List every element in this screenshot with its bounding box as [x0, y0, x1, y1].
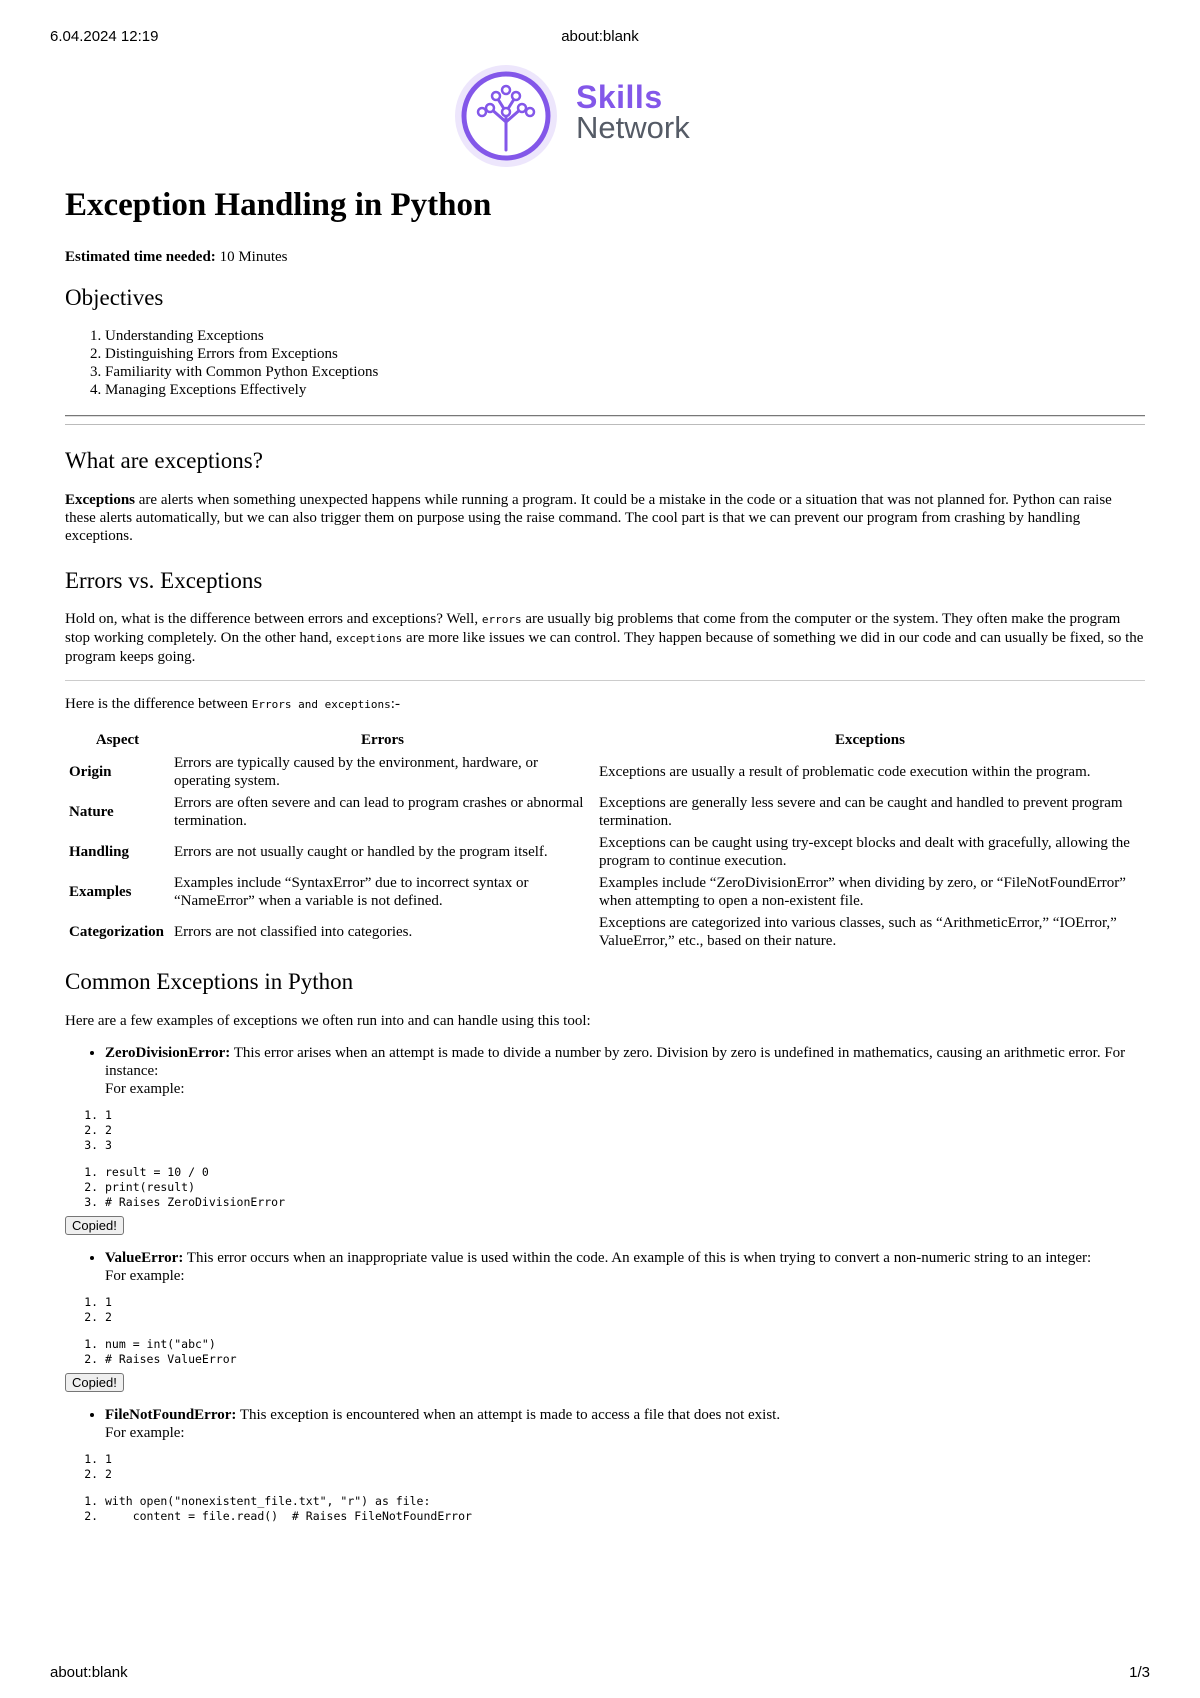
table-cell-errors: Examples include “SyntaxError” due to incorrect syntax or “NameError” when a variable is not defined.	[174, 875, 529, 910]
errors-vs-text-1: Hold on, what is the difference between errors and exceptions? Well,	[65, 611, 482, 628]
objectives-heading: Objectives	[65, 284, 164, 310]
errors-vs-text-3: are more like issues we can control. They happen because of something we did in our code and can usually be fixed, so the program keeps going.	[65, 630, 1144, 666]
what-text: are alerts when something unexpected happens while running a program. It could be a mistake in the code or a situation that was not planned for. Python can raise these alerts automatically, but we can also trigger them on purpose using the raise command. The cool part is that we can prevent our program from crashing by handling exceptions.	[65, 491, 1112, 544]
table-cell-aspect: Categorization	[69, 924, 164, 941]
page-title: Exception Handling in Python	[65, 187, 492, 223]
table-row	[65, 832, 1145, 872]
thin-divider	[65, 680, 1145, 681]
difference-intro-text: Here is the difference between	[65, 696, 252, 713]
table-row	[65, 752, 1145, 792]
table-cell-errors: Errors are often severe and can lead to program crashes or abnormal termination.	[174, 795, 584, 830]
code-line: 1. 1	[105, 1452, 1145, 1467]
code-block	[65, 1337, 1145, 1367]
objective-item: 3. Familiarity with Common Python Exceptions	[105, 363, 1145, 381]
code-line: 1. 1	[105, 1108, 1145, 1123]
exception-list	[65, 1044, 1145, 1098]
for-example-label: For example:	[105, 1267, 185, 1284]
table-cell-exceptions: Exceptions can be caught using try-except blocks and dealt with gracefully, allowing the program to continue execution.	[599, 835, 1130, 870]
common-exceptions-heading: Common Exceptions in Python	[65, 969, 354, 995]
for-example-label: For example:	[105, 1424, 185, 1441]
code-block	[65, 1165, 1145, 1210]
code-line: 2. # Raises ValueError	[105, 1352, 1145, 1367]
code-line-numbers	[65, 1295, 1145, 1325]
errors-vs-exceptions-table	[65, 728, 1145, 952]
difference-intro-code: Errors and exceptions	[251, 698, 391, 712]
table-row	[65, 872, 1145, 912]
objectives-list	[65, 327, 1145, 399]
exception-name: ValueError:	[105, 1249, 184, 1266]
code-line: 2. 2	[105, 1123, 1145, 1138]
table-header-row	[65, 728, 1145, 752]
table-cell-exceptions: Exceptions are usually a result of problematic code execution within the program.	[599, 764, 1091, 781]
table-cell-aspect: Handling	[69, 844, 130, 861]
what-paragraph	[65, 491, 1145, 545]
skills-network-logo	[452, 62, 712, 172]
table-cell-aspect: Examples	[69, 884, 132, 901]
exception-name: FileNotFoundError:	[105, 1406, 237, 1423]
code-line-numbers	[65, 1108, 1145, 1153]
estimated-time-value: 10 Minutes	[219, 248, 288, 265]
print-page-number: 1/3	[1129, 1664, 1150, 1681]
for-example-label: For example:	[105, 1080, 185, 1097]
code-line: 1. result = 10 / 0	[105, 1165, 1145, 1180]
exception-desc: This error occurs when an inappropriate value is used within the code. An example of this is when trying to convert a non-numeric string to an integer:	[183, 1249, 1092, 1266]
estimated-time	[65, 248, 1145, 266]
logo-text-network: Network	[576, 110, 690, 145]
errors-vs-heading: Errors vs. Exceptions	[65, 567, 263, 593]
objective-item: 1. Understanding Exceptions	[105, 327, 1145, 345]
objective-item: 2. Distinguishing Errors from Exceptions	[105, 345, 1145, 363]
table-row	[65, 912, 1145, 952]
exception-item	[105, 1249, 1145, 1285]
exceptions-code: exceptions	[336, 632, 403, 646]
table-cell-aspect: Origin	[69, 764, 112, 781]
exception-name: ZeroDivisionError:	[105, 1044, 231, 1061]
exception-list	[65, 1249, 1145, 1285]
table-cell-exceptions: Exceptions are categorized into various classes, such as “ArithmeticError,” “IOError,” ValueError,” etc., based on their nature.	[599, 915, 1117, 950]
what-term: Exceptions	[65, 491, 136, 508]
code-line: 2. print(result)	[105, 1180, 1145, 1195]
code-line: 2. 2	[105, 1310, 1145, 1325]
exception-desc: This exception is encountered when an attempt is made to access a file that does not exist.	[236, 1406, 781, 1423]
code-line-numbers	[65, 1452, 1145, 1482]
table-header-exceptions: Exceptions	[834, 732, 905, 749]
print-footer-url: about:blank	[50, 1664, 128, 1681]
table-cell-aspect: Nature	[69, 804, 114, 821]
estimated-time-label: Estimated time needed:	[65, 248, 216, 265]
exception-item	[105, 1044, 1145, 1098]
code-line: 2. 2	[105, 1467, 1145, 1482]
errors-vs-paragraph	[65, 610, 1145, 666]
code-line: 3. # Raises ZeroDivisionError	[105, 1195, 1145, 1210]
difference-intro-end: :-	[390, 696, 400, 713]
table-cell-errors: Errors are typically caused by the environment, hardware, or operating system.	[174, 755, 539, 790]
code-line: 3. 3	[105, 1138, 1145, 1153]
logo-text-skills: Skills	[576, 79, 663, 115]
difference-intro	[65, 695, 1145, 714]
section-divider	[65, 415, 1145, 425]
main-content	[65, 186, 1145, 1536]
table-cell-exceptions: Examples include “ZeroDivisionError” when dividing by zero, or “FileNotFoundError” when attempting to open a non-existent file.	[599, 875, 1126, 910]
code-line: 1. num = int("abc")	[105, 1337, 1145, 1352]
copy-code-button[interactable]: Copied!	[65, 1373, 124, 1392]
errors-vs-text-2: are usually big problems that come from the computer or the system. They often make the program stop working completely. On the other hand,	[65, 611, 1121, 647]
code-block	[65, 1494, 1145, 1524]
print-datetime: 6.04.2024 12:19	[50, 28, 159, 45]
table-cell-exceptions: Exceptions are generally less severe and can be caught and handled to prevent program termination.	[599, 795, 1123, 830]
exception-desc: This error arises when an attempt is made to divide a number by zero. Division by zero is undefined in mathematics, causing an arithmetic error. For instance:	[105, 1044, 1126, 1079]
copy-code-button[interactable]: Copied!	[65, 1216, 124, 1235]
table-cell-errors: Errors are not classified into categories.	[174, 924, 413, 941]
print-title: about:blank	[561, 28, 639, 45]
code-line: 1. with open("nonexistent_file.txt", "r") as file:	[105, 1494, 1145, 1509]
exception-list	[65, 1406, 1145, 1442]
table-header-errors: Errors	[360, 732, 405, 749]
common-exceptions-intro: Here are a few examples of exceptions we often run into and can handle using this tool:	[65, 1012, 591, 1029]
code-line: 1. 1	[105, 1295, 1145, 1310]
table-header-aspect: Aspect	[95, 732, 140, 749]
what-heading: What are exceptions?	[65, 448, 263, 474]
skills-network-logo-icon	[452, 62, 560, 170]
objective-item: 4. Managing Exceptions Effectively	[105, 381, 1145, 399]
code-line: 2. content = file.read() # Raises FileNotFoundError	[105, 1509, 1145, 1524]
table-cell-errors: Errors are not usually caught or handled by the program itself.	[174, 844, 548, 861]
exception-item	[105, 1406, 1145, 1442]
errors-code: errors	[481, 613, 522, 627]
table-row	[65, 792, 1145, 832]
